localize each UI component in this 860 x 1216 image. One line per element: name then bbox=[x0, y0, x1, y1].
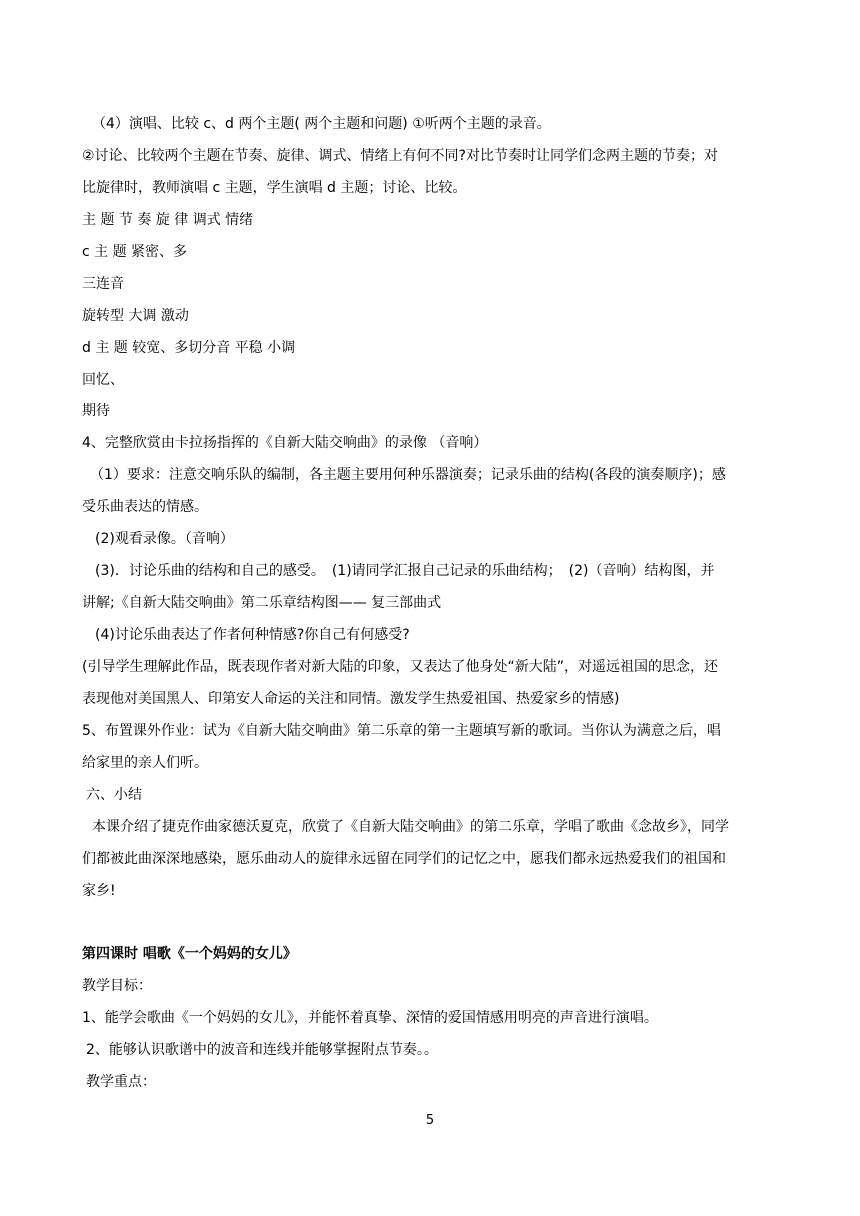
text-line: d 主 题 较宽、多切分音 平稳 小调 bbox=[82, 340, 296, 356]
text-line: 给家里的亲人们听。 bbox=[82, 755, 208, 771]
text-line: 期待 bbox=[82, 403, 110, 419]
section-heading: 六、小结 bbox=[86, 787, 142, 803]
text-line: 比旋律时，教师演唱 c 主题，学生演唱 d 主题；讨论、比较。 bbox=[82, 180, 467, 196]
text-line: (4)讨论乐曲表达了作者何种情感?你自己有何感受? bbox=[95, 627, 410, 643]
text-line: 教学重点： bbox=[86, 1074, 156, 1090]
text-line: （4）演唱、比较 c、d 两个主题( 两个主题和问题) ①听两个主题的录音。 bbox=[92, 116, 551, 132]
text-line: 三连音 bbox=[82, 276, 124, 292]
text-line: 受乐曲表达的情感。 bbox=[82, 499, 208, 515]
section-heading: 4、完整欣赏由卡拉扬指挥的《自新大陆交响曲》的录像 （音响） bbox=[82, 435, 488, 451]
text-line: 1、能学会歌曲《一个妈妈的女儿》，并能怀着真挚、深情的爱国情感用明亮的声音进行演唱。 bbox=[82, 1010, 658, 1026]
lesson-title: 第四课时 唱歌《一个妈妈的女儿》 bbox=[82, 946, 297, 962]
text-line: 教学目标： bbox=[82, 978, 152, 994]
text-line: 表现他对美国黑人、印第安人命运的关注和同情。激发学生热爱祖国、热爱家乡的情感) bbox=[82, 691, 620, 707]
text-line: ②讨论、比较两个主题在节奏、旋律、调式、情绪上有何不同?对比节奏时让同学们念两主题的节奏；对 bbox=[82, 148, 718, 164]
text-line: (引导学生理解此作品，既表现作者对新大陆的印象，又表达了他身处“新大陆”，对遥远祖国的思念，还 bbox=[82, 659, 718, 675]
text-line: 讲解;《自新大陆交响曲》第二乐章结构图—— 复三部曲式 bbox=[82, 595, 442, 611]
text-line: 回忆、 bbox=[82, 372, 124, 388]
page-number: 5 bbox=[425, 1113, 435, 1128]
text-line: 本课介绍了捷克作曲家德沃夏克，欣赏了《自新大陆交响曲》的第二乐章，学唱了歌曲《念故乡》，同学 bbox=[92, 819, 729, 835]
text-line: 主 题 节 奏 旋 律 调式 情绪 bbox=[82, 212, 254, 228]
text-line: （1）要求：注意交响乐队的编制，各主题主要用何种乐器演奏；记录乐曲的结构(各段的演奏顺序)；感 bbox=[90, 467, 726, 483]
text-line: 2、能够认识歌谱中的波音和连线并能够掌握附点节奏。。 bbox=[86, 1042, 438, 1058]
text-line: c 主 题 紧密、多 bbox=[82, 244, 188, 260]
text-line: (2)观看录像。（音响） bbox=[95, 531, 234, 547]
text-line: (3)．讨论乐曲的结构和自己的感受。 (1)请同学汇报自己记录的乐曲结构； (2)（音响）结构图，并 bbox=[95, 563, 715, 579]
text-line: 旋转型 大调 激动 bbox=[82, 308, 189, 324]
text-line: 们都被此曲深深地感染，愿乐曲动人的旋律永远留在同学们的记忆之中，愿我们都永远热爱我们的祖国和 bbox=[82, 851, 726, 867]
text-line: 家乡! bbox=[82, 883, 116, 899]
text-line: 5、布置课外作业：试为《自新大陆交响曲》第二乐章的第一主题填写新的歌词。当你认为满意之后，唱 bbox=[82, 723, 721, 739]
